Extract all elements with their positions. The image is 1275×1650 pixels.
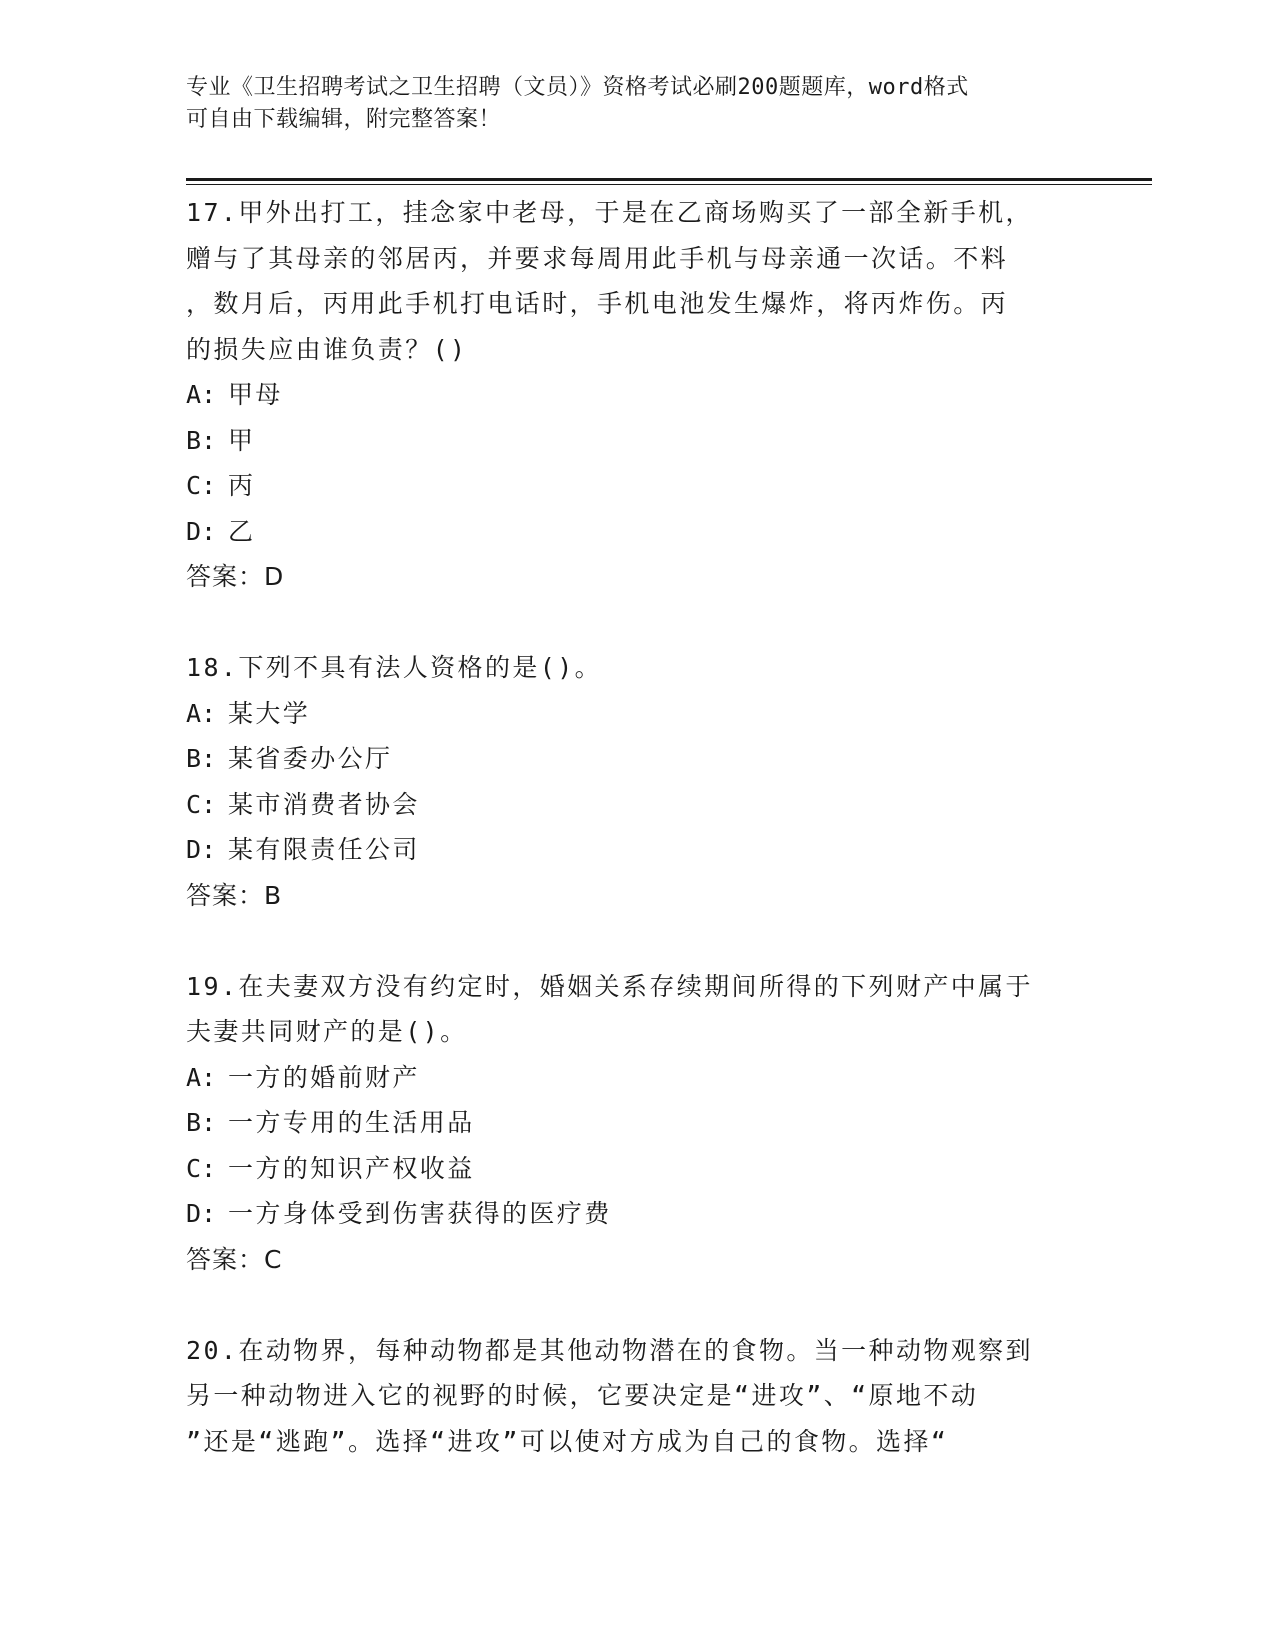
option-a [186, 1055, 1086, 1101]
question-text-line: 18.下列不具有法人资格的是()。 [186, 653, 603, 682]
header-divider-thick [186, 178, 1152, 181]
option-c [186, 463, 1086, 509]
header-line: 可自由下载编辑，附完整答案！ [186, 107, 502, 132]
option-text: 某有限责任公司 [228, 835, 420, 864]
question-text-line: 赠与了其母亲的邻居丙，并要求每周用此手机与母亲通一次话。不料 [186, 243, 1009, 273]
option-key: C: [186, 471, 217, 500]
option-d [186, 827, 1086, 873]
question-18 [186, 645, 1086, 918]
option-b [186, 418, 1086, 464]
option-key: B: [186, 425, 217, 455]
header-line: 专业《卫生招聘考试之卫生招聘（文员）》资格考试必刷200题题库，word格式 [186, 75, 969, 100]
option-text: 一方的婚前财产 [228, 1062, 420, 1092]
question-spacer [186, 918, 1086, 964]
option-text: 甲母 [228, 380, 283, 409]
question-text-line: ”还是“逃跑”。选择“进攻”可以使对方成为自己的食物。选择“ [186, 1426, 949, 1456]
question-17 [186, 190, 1086, 600]
option-key: C: [186, 1153, 217, 1183]
document-header [186, 72, 1066, 136]
question-text-line: 19.在夫妻双方没有约定时，婚姻关系存续期间所得的下列财产中属于 [186, 971, 1033, 1001]
option-text: 一方身体受到伤害获得的医疗费 [228, 1199, 612, 1228]
option-b [186, 736, 1086, 782]
question-20 [186, 1328, 1086, 1465]
option-key: D: [186, 1199, 217, 1228]
option-text: 乙 [228, 516, 256, 546]
option-text: 丙 [228, 471, 256, 500]
header-divider-thin [186, 184, 1152, 185]
answer-label: 答案：B [186, 880, 283, 910]
option-c [186, 1146, 1086, 1192]
answer-label: 答案：D [186, 562, 285, 591]
option-key: A: [186, 698, 217, 728]
question-spacer [186, 1282, 1086, 1328]
question-text-line: 17.甲外出打工，挂念家中老母，于是在乙商场购买了一部全新手机， [186, 198, 1033, 227]
option-key: C: [186, 789, 217, 819]
answer-label: 答案：C [186, 1244, 283, 1274]
option-text: 某大学 [228, 698, 311, 728]
question-19 [186, 964, 1086, 1283]
option-a [186, 691, 1086, 737]
option-text: 一方专用的生活用品 [228, 1108, 475, 1137]
option-text: 某省委办公厅 [228, 744, 393, 773]
option-text: 一方的知识产权收益 [228, 1153, 475, 1183]
option-key: B: [186, 1108, 217, 1137]
question-text-line: 20.在动物界，每种动物都是其他动物潜在的食物。当一种动物观察到 [186, 1335, 1033, 1365]
option-key: A: [186, 1062, 217, 1092]
option-key: B: [186, 744, 217, 773]
option-key: D: [186, 835, 217, 864]
option-key: D: [186, 516, 217, 546]
option-b [186, 1100, 1086, 1146]
question-list [186, 190, 1086, 1464]
option-d [186, 1191, 1086, 1237]
question-text-line: ，数月后，丙用此手机打电话时，手机电池发生爆炸，将丙炸伤。丙 [186, 289, 1009, 318]
question-text-line: 的损失应由谁负责？() [186, 334, 468, 364]
option-d [186, 509, 1086, 555]
option-text: 甲 [228, 425, 256, 455]
option-key: A: [186, 380, 217, 409]
question-text-line: 另一种动物进入它的视野的时候，它要决定是“进攻”、“原地不动 [186, 1381, 979, 1410]
question-text-line: 夫妻共同财产的是()。 [186, 1017, 468, 1046]
option-a [186, 372, 1086, 418]
question-spacer [186, 600, 1086, 646]
option-c [186, 782, 1086, 828]
option-text: 某市消费者协会 [228, 789, 420, 819]
